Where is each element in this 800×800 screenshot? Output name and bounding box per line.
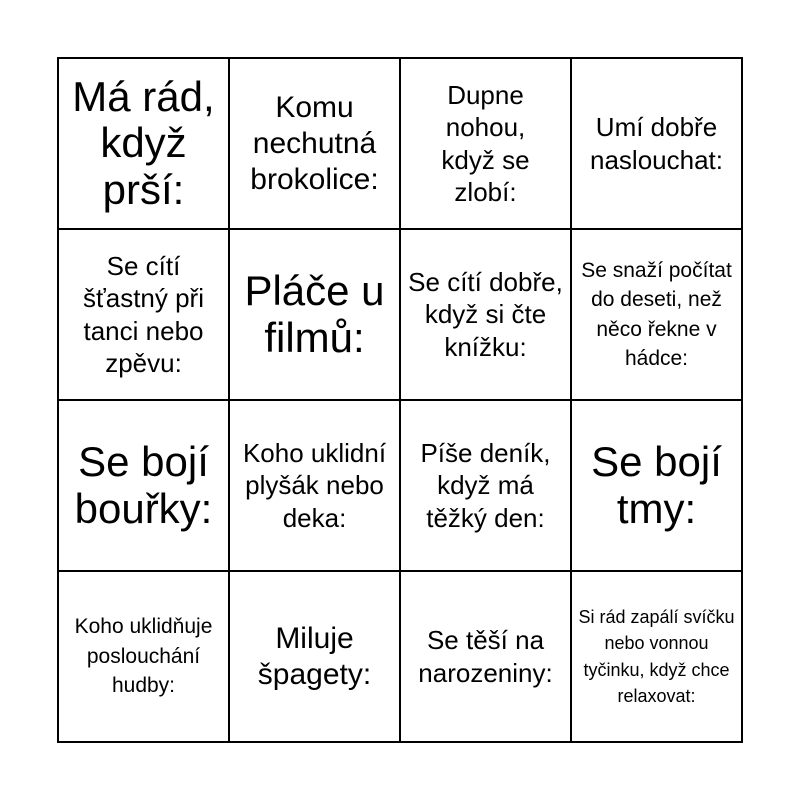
bingo-cell-text: Píše deník, když má těžký den: [420, 437, 551, 533]
bingo-cell-text: Se bojí tmy: [591, 438, 722, 532]
bingo-cell-text: Miluje špagety: [257, 621, 372, 691]
bingo-cell-text: Se těší na narozeniny: [418, 625, 553, 688]
bingo-cell[interactable] [400, 58, 571, 229]
bingo-cell[interactable] [571, 571, 742, 742]
bingo-cell-text: Se snaží počítat do deseti, než něco řekne v hádce: [581, 258, 732, 370]
bingo-cell-text: Pláče u filmů: [244, 267, 385, 361]
bingo-cell-text: Umí dobře naslouchat: [590, 112, 723, 175]
bingo-cell-text: Dupne nohou, když se zlobí: [441, 79, 530, 207]
bingo-cell[interactable] [229, 400, 400, 571]
bingo-cell[interactable] [58, 571, 229, 742]
bingo-cell-text: Se cítí dobře, když si čte knížku: [408, 266, 563, 362]
bingo-cell-text: Se bojí bouřky: [74, 438, 213, 532]
bingo-cell[interactable] [58, 400, 229, 571]
bingo-cell[interactable] [400, 571, 571, 742]
bingo-board [57, 57, 743, 743]
bingo-cell-text: Se cítí šťastný při tanci nebo zpěvu: [82, 250, 204, 378]
bingo-cell[interactable] [571, 58, 742, 229]
bingo-cell[interactable] [58, 58, 229, 229]
bingo-cell-text: Koho uklidní plyšák nebo deka: [242, 437, 387, 533]
bingo-cell[interactable] [400, 400, 571, 571]
bingo-cell[interactable] [58, 229, 229, 400]
bingo-cell[interactable] [229, 571, 400, 742]
bingo-cell-text: Koho uklidňuje poslouchání hudby: [74, 615, 213, 698]
bingo-cell[interactable] [400, 229, 571, 400]
bingo-cell[interactable] [229, 58, 400, 229]
bingo-cell-text: Má rád, když prší: [72, 73, 215, 213]
bingo-cell[interactable] [571, 229, 742, 400]
bingo-cell[interactable] [571, 400, 742, 571]
bingo-cell[interactable] [229, 229, 400, 400]
bingo-cell-text: Si rád zapálí svíčku nebo vonnou tyčinku, když chce relaxovat: [578, 607, 735, 706]
bingo-cell-text: Komu nechutná brokolice: [250, 90, 379, 196]
